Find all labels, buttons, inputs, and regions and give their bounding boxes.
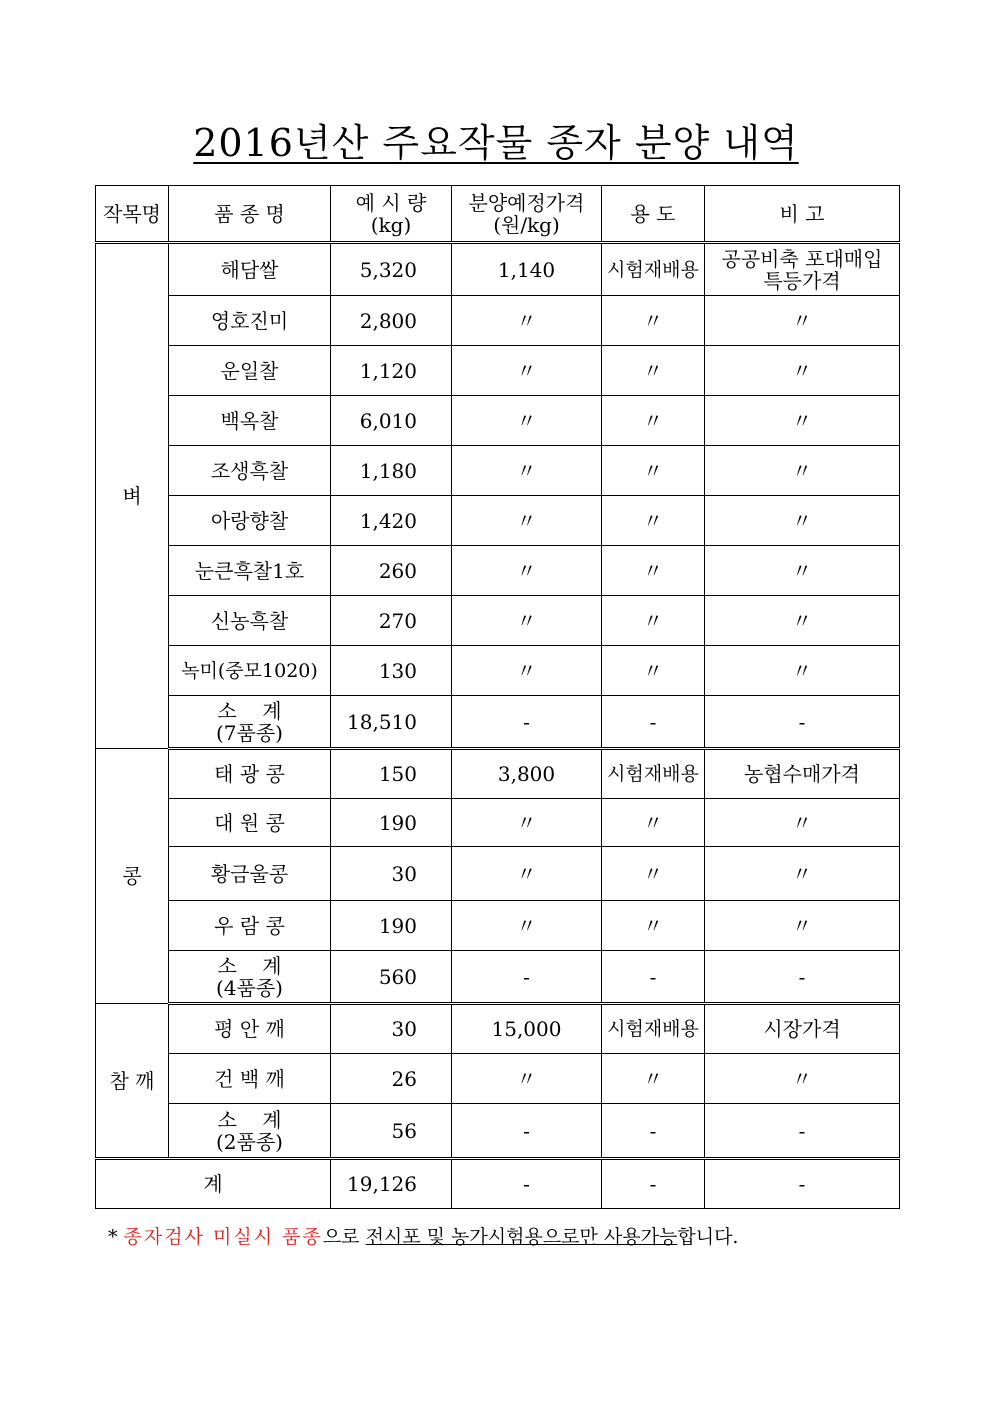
use-cell: 〃: [602, 596, 705, 646]
use-cell: -: [602, 1104, 705, 1159]
table-row: [96, 847, 900, 901]
footnote: [108, 1222, 738, 1249]
price-cell: 〃: [452, 296, 602, 346]
crop-cell-rice: 벼: [96, 243, 169, 749]
amount-cell: 260: [331, 546, 452, 596]
header-variety: 품 종 명: [169, 186, 331, 243]
note-cell: 〃: [705, 847, 900, 901]
price-cell: 〃: [452, 346, 602, 396]
amount-cell: 18,510: [331, 696, 452, 749]
subtotal-row: [96, 1104, 900, 1159]
variety-cell: 태 광 콩: [169, 749, 331, 799]
table-row: [96, 749, 900, 799]
note-cell: 〃: [705, 396, 900, 446]
table-row: [96, 646, 900, 696]
total-price: -: [452, 1159, 602, 1209]
header-crop: 작목명: [96, 186, 169, 243]
table-row: [96, 243, 900, 296]
amount-cell: 30: [331, 847, 452, 901]
price-cell: 〃: [452, 496, 602, 546]
variety-cell: 백옥찰: [169, 396, 331, 446]
table-row: [96, 446, 900, 496]
note-cell: 〃: [705, 296, 900, 346]
amount-cell: 1,120: [331, 346, 452, 396]
use-cell: 〃: [602, 546, 705, 596]
table-row: [96, 799, 900, 847]
variety-cell: 눈큰흑찰1호: [169, 546, 331, 596]
crop-cell-soybean: 콩: [96, 749, 169, 1004]
price-cell: 〃: [452, 646, 602, 696]
use-cell: 〃: [602, 1054, 705, 1104]
note-cell: 〃: [705, 1054, 900, 1104]
amount-cell: 30: [331, 1004, 452, 1054]
total-row: [96, 1159, 900, 1209]
amount-cell: 150: [331, 749, 452, 799]
price-cell: 15,000: [452, 1004, 602, 1054]
table-row: [96, 546, 900, 596]
amount-cell: 560: [331, 951, 452, 1004]
table-row: [96, 901, 900, 951]
use-cell: 〃: [602, 646, 705, 696]
footnote-end: 합니다.: [677, 1226, 739, 1248]
amount-cell: 26: [331, 1054, 452, 1104]
footnote-mid: 으로: [322, 1226, 366, 1248]
amount-cell: 270: [331, 596, 452, 646]
table-row: [96, 1004, 900, 1054]
amount-cell: 130: [331, 646, 452, 696]
price-cell: 〃: [452, 446, 602, 496]
total-use: -: [602, 1159, 705, 1209]
use-cell: 〃: [602, 901, 705, 951]
table-row: [96, 1054, 900, 1104]
footnote-restriction: 전시포 및 농가시험용으로만 사용가능: [365, 1226, 678, 1248]
subtotal-label: 소 계 (2품종): [169, 1104, 331, 1159]
use-cell: -: [602, 951, 705, 1004]
note-cell: 〃: [705, 596, 900, 646]
variety-cell: 대 원 콩: [169, 799, 331, 847]
header-amount: 예 시 량 (kg): [331, 186, 452, 243]
use-cell: 〃: [602, 496, 705, 546]
note-cell: 〃: [705, 496, 900, 546]
variety-cell: 녹미(중모1020): [169, 646, 331, 696]
amount-cell: 190: [331, 799, 452, 847]
variety-cell: 신농흑찰: [169, 596, 331, 646]
use-cell: 시험재배용: [602, 749, 705, 799]
variety-cell: 운일찰: [169, 346, 331, 396]
note-cell: 〃: [705, 546, 900, 596]
price-cell: -: [452, 951, 602, 1004]
amount-cell: 56: [331, 1104, 452, 1159]
use-cell: 시험재배용: [602, 243, 705, 296]
note-cell: 농협수매가격: [705, 749, 900, 799]
price-cell: 〃: [452, 847, 602, 901]
variety-cell: 조생흑찰: [169, 446, 331, 496]
variety-cell: 우 람 콩: [169, 901, 331, 951]
price-cell: -: [452, 696, 602, 749]
subtotal-row: [96, 696, 900, 749]
table-row: [96, 496, 900, 546]
amount-cell: 1,420: [331, 496, 452, 546]
subtotal-label: 소 계 (7품종): [169, 696, 331, 749]
note-cell: 〃: [705, 346, 900, 396]
price-cell: -: [452, 1104, 602, 1159]
amount-cell: 5,320: [331, 243, 452, 296]
price-cell: 〃: [452, 1054, 602, 1104]
price-cell: 1,140: [452, 243, 602, 296]
table-row: [96, 346, 900, 396]
table-row: [96, 596, 900, 646]
amount-cell: 2,800: [331, 296, 452, 346]
subtotal-label: 소 계 (4품종): [169, 951, 331, 1004]
header-price: 분양예정가격 (원/kg): [452, 186, 602, 243]
crop-cell-sesame: 참 깨: [96, 1004, 169, 1159]
variety-cell: 해담쌀: [169, 243, 331, 296]
table-row: [96, 296, 900, 346]
use-cell: 〃: [602, 799, 705, 847]
table-row: [96, 396, 900, 446]
total-note: -: [705, 1159, 900, 1209]
amount-cell: 1,180: [331, 446, 452, 496]
variety-cell: 평 안 깨: [169, 1004, 331, 1054]
header-row: [96, 186, 900, 243]
price-cell: 〃: [452, 799, 602, 847]
variety-cell: 영호진미: [169, 296, 331, 346]
use-cell: 〃: [602, 296, 705, 346]
note-cell: 〃: [705, 446, 900, 496]
note-cell: 시장가격: [705, 1004, 900, 1054]
use-cell: 〃: [602, 446, 705, 496]
price-cell: 〃: [452, 596, 602, 646]
subtotal-row: [96, 951, 900, 1004]
note-cell: 공공비축 포대매입 특등가격: [705, 243, 900, 296]
note-cell: -: [705, 951, 900, 1004]
price-cell: 〃: [452, 901, 602, 951]
note-cell: -: [705, 696, 900, 749]
use-cell: 〃: [602, 396, 705, 446]
price-cell: 〃: [452, 396, 602, 446]
use-cell: 〃: [602, 346, 705, 396]
variety-cell: 황금울콩: [169, 847, 331, 901]
total-amount: 19,126: [331, 1159, 452, 1209]
page-title: 2016년산 주요작물 종자 분양 내역: [193, 121, 799, 165]
note-cell: -: [705, 1104, 900, 1159]
note-cell: 〃: [705, 901, 900, 951]
use-cell: -: [602, 696, 705, 749]
price-cell: 〃: [452, 546, 602, 596]
amount-cell: 6,010: [331, 396, 452, 446]
header-note: 비 고: [705, 186, 900, 243]
note-cell: 〃: [705, 646, 900, 696]
variety-cell: 아랑향찰: [169, 496, 331, 546]
note-cell: 〃: [705, 799, 900, 847]
footnote-star: *: [108, 1226, 118, 1248]
seed-distribution-table: [95, 185, 900, 1209]
header-use: 용 도: [602, 186, 705, 243]
use-cell: 〃: [602, 847, 705, 901]
price-cell: 3,800: [452, 749, 602, 799]
total-label: 계: [96, 1159, 331, 1209]
variety-cell: 건 백 깨: [169, 1054, 331, 1104]
footnote-warning: 종자검사 미실시 품종: [123, 1226, 323, 1248]
use-cell: 시험재배용: [602, 1004, 705, 1054]
amount-cell: 190: [331, 901, 452, 951]
